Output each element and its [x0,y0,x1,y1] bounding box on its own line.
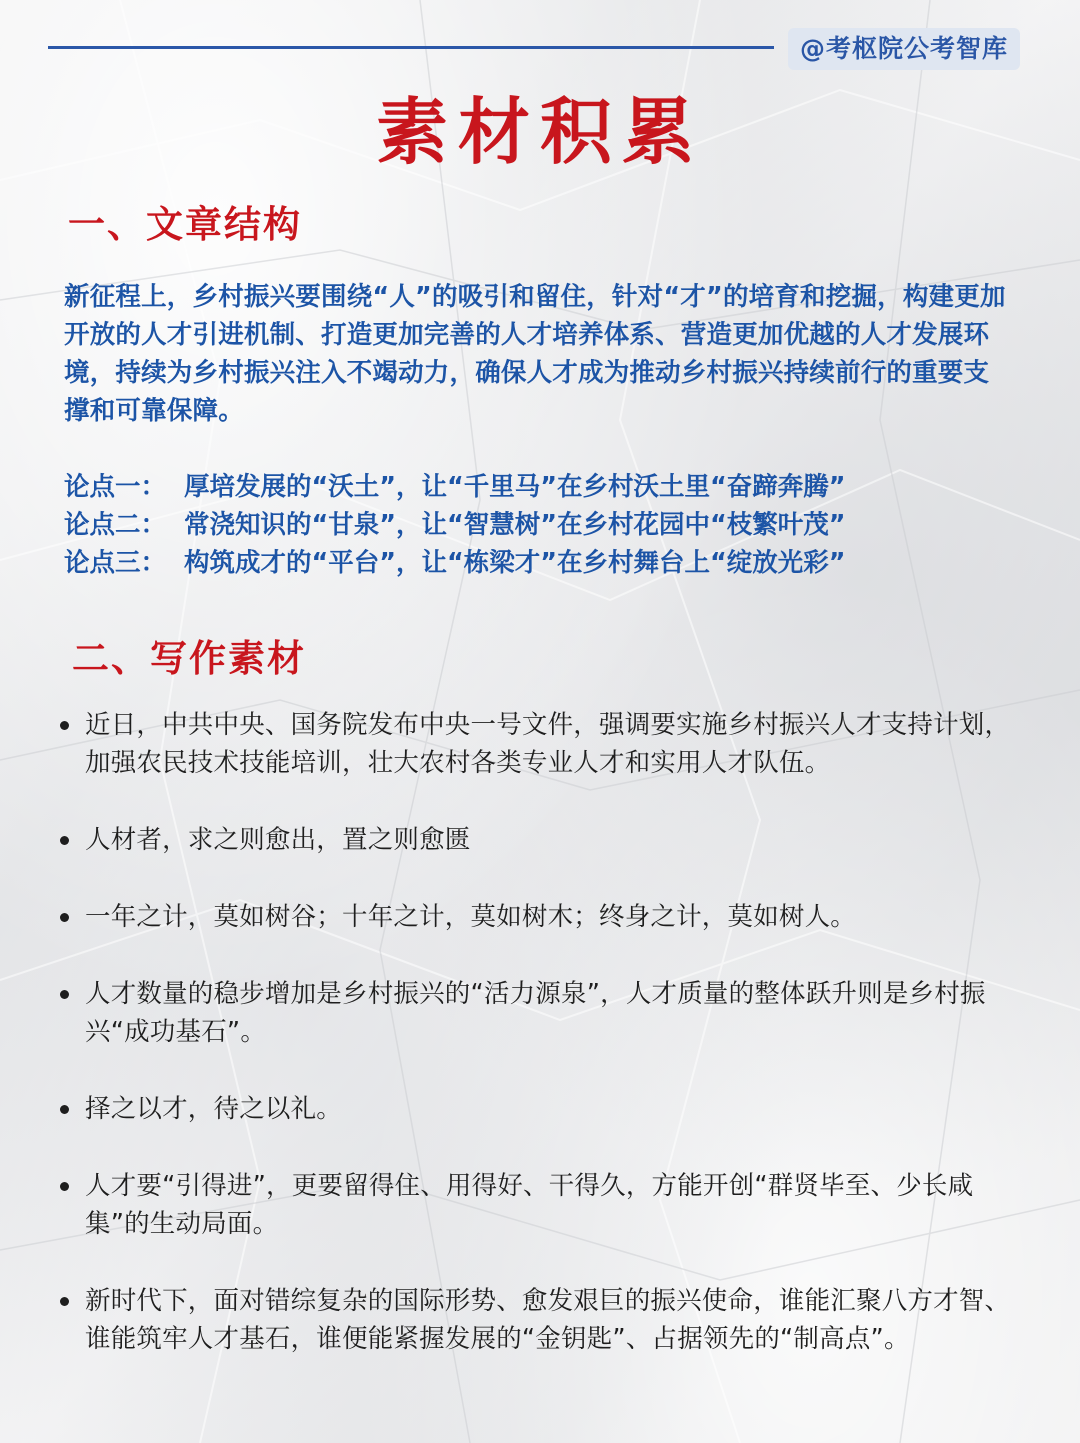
argument-point-label: 论点二： [64,510,167,540]
argument-point-text: 厚培发展的“沃土”，让“千里马”在乡村沃土里“奋蹄奔腾” [184,472,846,502]
argument-point-text: 常浇知识的“甘泉”，让“智慧树”在乡村花园中“枝繁叶茂” [184,510,846,540]
argument-point-3 [64,544,1024,582]
material-text: 人才要“引得进”，更要留得住、用得好、干得久，方能开创“群贤毕至、少长咸集”的生动局面。 [85,1171,974,1239]
top-divider [48,46,774,49]
bullet-dot-icon [60,836,69,845]
material-text: 人才数量的稳步增加是乡村振兴的“活力源泉”，人才质量的整体跃升则是乡村振兴“成功基石”。 [85,979,986,1047]
material-item [52,975,1017,1051]
bullet-dot-icon [60,1105,69,1114]
material-item [52,1090,1017,1128]
material-item [52,898,1017,936]
material-text: 一年之计，莫如树谷；十年之计，莫如树木；终身之计，莫如树人。 [85,902,857,932]
bullet-dot-icon [60,913,69,922]
argument-point-label: 论点三： [64,548,167,578]
bullet-dot-icon [60,1297,69,1306]
argument-point-label: 论点一： [64,472,167,502]
bullet-dot-icon [60,1182,69,1191]
material-text: 人材者，求之则愈出，置之则愈匮 [85,825,471,855]
structure-summary: 新征程上，乡村振兴要围绕“人”的吸引和留住，针对“才”的培育和挖掘，构建更加开放的人才引进机制、打造更加完善的人才培养体系、营造更加优越的人才发展环境，持续为乡村振兴注入不竭动力，确保人才成为推动乡村振兴持续前行的重要支撑和可靠保障。 [64,282,1006,426]
argument-point-1 [64,468,1024,506]
material-item [52,1282,1017,1358]
author-handle-badge: @考枢院公考智库 [788,28,1020,70]
material-text: 择之以才，待之以礼。 [85,1094,343,1124]
material-text: 新时代下，面对错综复杂的国际形势、愈发艰巨的振兴使命，谁能汇聚八方才智、谁能筑牢人才基石，谁便能紧握发展的“金钥匙”、占据领先的“制高点”。 [85,1286,1011,1354]
section-heading-materials: 二、写作素材 [72,636,306,680]
section-heading-structure: 一、文章结构 [68,202,302,246]
material-text: 近日，中共中央、国务院发布中央一号文件，强调要实施乡村振兴人才支持计划，加强农民技术技能培训，壮大农村各类专业人才和实用人才队伍。 [85,710,1011,778]
material-item [52,706,1017,782]
argument-point-text: 构筑成才的“平台”，让“栋梁才”在乡村舞台上“绽放光彩” [184,548,846,578]
material-item [52,1167,1017,1243]
bullet-dot-icon [60,990,69,999]
writing-materials-list [52,706,1017,1358]
material-item [52,821,1017,859]
argument-points [64,468,1024,582]
page-title: 素材积累 [375,89,704,174]
bullet-dot-icon [60,721,69,730]
argument-point-2 [64,506,1024,544]
